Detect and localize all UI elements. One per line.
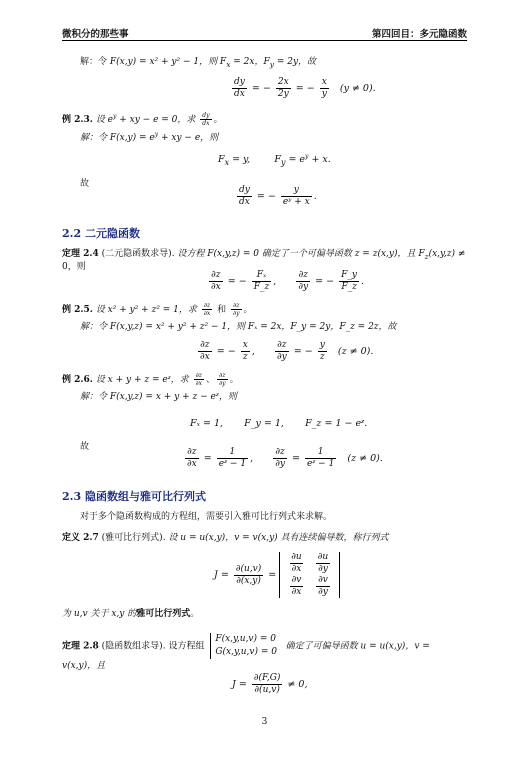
equation-partial-z: $\frac{\partial z}{\partial x}$ = − $\frac{\text{Fₓ}}{F\_z}$ , $\frac{\partial z}{\partial y}$ = − $\frac{F\_y}{F\_z}$ . [211, 270, 365, 292]
theorem-2-8-line2: v(x,y)，且 [62, 661, 106, 671]
paragraph-jacobian-intro: 对于多个隐函数构成的方程组，需要引入雅可比行列式来求解。 [80, 512, 333, 522]
running-header [62, 26, 467, 40]
gu-text-2: 故 [80, 442, 90, 452]
solution-line-2: 解：令 $F(x,y) = e^y$ + xy − e，则 [80, 131, 219, 143]
example-2-5: 例 2.5. 设 x² + y² + z² = 1，求 $\frac{\partial z}{\partial x}$ 和 $\frac{\partial z}{\partial y}$ 。 [62, 302, 253, 317]
header-left: 微积分的那些事 [62, 29, 129, 40]
solution-line-4: 解：令 F(x,y,z) = x + y + z − eᶻ，则 [80, 392, 237, 402]
equation-partials-2-6: Fₓ = 1, F_y = 1, F_z = 1 − eᶻ. [190, 418, 368, 429]
jacobian-note: 为 u,v 关于 x,y 的雅可比行列式。 [62, 609, 200, 619]
equation-partial-z-3: $\frac{\partial z}{\partial x}$ = $\frac{1}{\text{eᶻ − 1}}$ , $\frac{\partial z}{\partial y}$ = $\frac{1}{\text{eᶻ − 1}}$ (z ≠ 0). [187, 447, 383, 469]
section-2-3-heading: 2.3 隐函数组与雅可比行列式 [62, 490, 206, 503]
example-2-3: 例 2.3. 设 $e^y$ + xy − e = 0，求 $\frac{dy}{dx}$ 。 [62, 112, 223, 127]
definition-2-7: 定义 2.7 (雅可比行列式). 设 u = u(x,y)，v = v(x,y) 具有连续偏导数，称行列式 [62, 533, 389, 543]
solution-line-3: 解：令 F(x,y,z) = x² + y² + z² − 1，则 Fₓ = 2x，F_y = 2y，F_z = 2z，故 [80, 322, 397, 332]
theorem-2-4-line2: 0，则 [62, 262, 86, 272]
equation-dy-dx: $\frac{dy}{dx}$ = − $\frac{2x}{2y}$ = − $\frac{x}{y}$ (y ≠ 0). [234, 77, 376, 99]
theorem-2-4: 定理 2.4 (二元隐函数求导). 设方程 F(x,y,z) = 0 确定了一个可偏导函数 z = z(x,y)，且 $F_z(x,y,z)$ ≠ [62, 249, 466, 261]
equation-system: F(x,y,u,v) = 0 G(x,y,u,v) = 0 [210, 633, 277, 659]
section-2-2-heading: 2.2 二元隐函数 [62, 227, 140, 240]
equation-dy-dx-2: $\frac{dy}{dx}$ = − $\frac{y}{\text{eʸ + x}}$ . [239, 185, 317, 207]
equation-jacobian: J = $\frac{\partial(u,v)}{\partial(x,y)}$ = $\frac{\partial u}{\partial x}$ $\frac{\partial u}{\partial y}$ $\frac{\partial v}{\partial x}$ $\frac{\partial v}{\partial y}$ [214, 552, 340, 598]
equation-partial-z-2: $\frac{\partial z}{\partial x}$ = − $\frac{x}{z}$ , $\frac{\partial z}{\partial y}$ = − $\frac{y}{z}$ (z ≠ 0). [200, 340, 374, 362]
header-rule [62, 40, 467, 41]
gu-text-1: 故 [80, 179, 90, 189]
solution-line-1: 解：令 F(x,y) = x² + y² − 1，则 $F_x = 2x$，$F_y = 2y$，故 [80, 57, 317, 69]
header-right: 第四回目：多元隐函数 [371, 29, 467, 40]
equation-jacobian-nonzero: J = $\frac{\partial(F,G)}{\partial(u,v)}$ ≠ 0, [232, 673, 308, 695]
equation-partials-fx-fy: $F_x = y$, $F_y = e^y + x$. [218, 153, 331, 168]
example-2-6: 例 2.6. 设 x + y + z = eᶻ，求 $\frac{\partial z}{\partial x}$ 、 $\frac{\partial z}{\partial y}$ 。 [62, 372, 239, 387]
jacobian-matrix: $\frac{\partial u}{\partial x}$ $\frac{\partial u}{\partial y}$ $\frac{\partial v}{\partial x}$ $\frac{\partial v}{\partial y}$ [279, 552, 340, 598]
theorem-2-8: 定理 2.8 (隐函数组求导). 设方程组 F(x,y,u,v) = 0 G(x,y,u,v) = 0 确定了可偏导函数 u = u(x,y)，v = [62, 634, 430, 657]
page-number: 3 [261, 717, 268, 727]
